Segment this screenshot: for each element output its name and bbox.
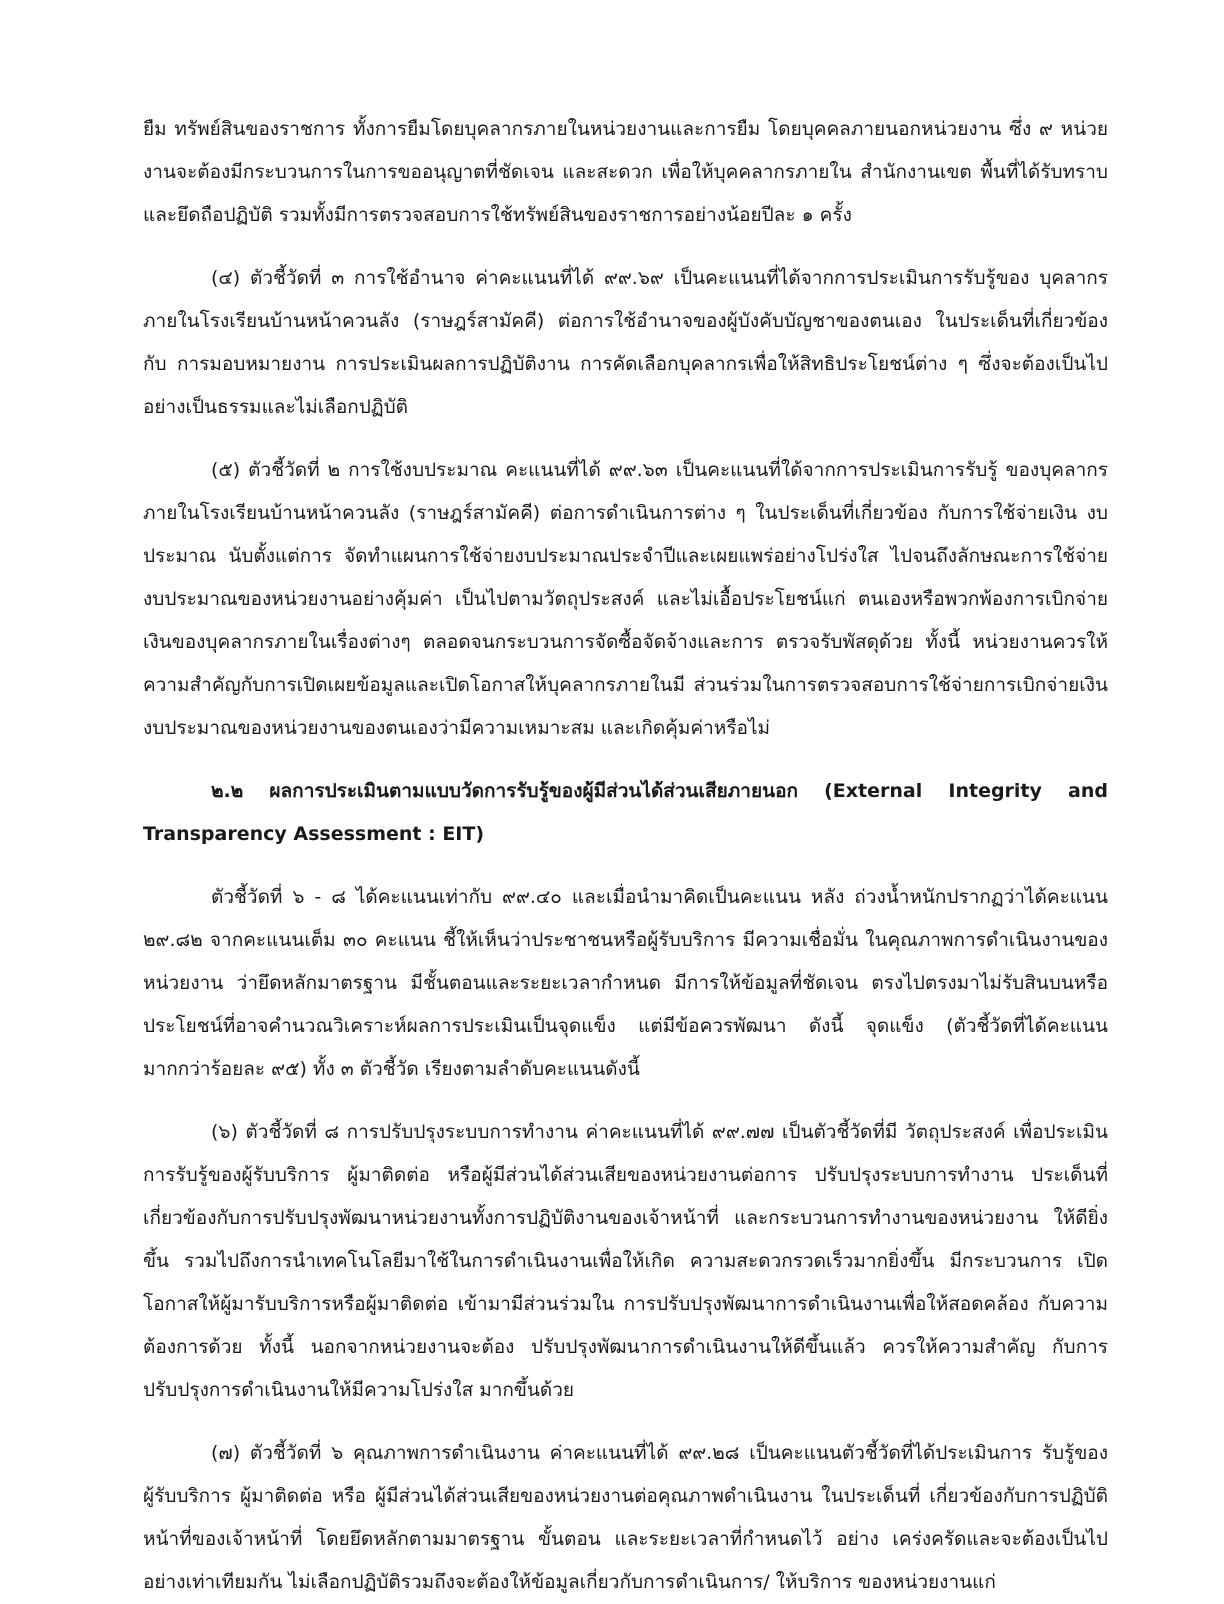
section-heading-2-2: ๒.๒ ผลการประเมินตามแบบวัดการรับรู้ของผู้มีส่วนได้ส่วนเสียภายนอก (External Integrity and Transparency Assessment : EIT): [143, 780, 1108, 845]
paragraph-indicator-8: (๖) ตัวชี้วัดที่ ๘ การปรับปรุงระบบการทำงาน ค่าคะแนนที่ได้ ๙๙.๗๗ เป็นตัวชี้วัดที่มี วัตถุประสงค์ เพื่อประเมินการรับรู้ของผู้รับบริการ ผู้มาติดต่อ หรือผู้มีส่วนได้ส่วนเสียของหน่วยงานต่อการ ปรับปรุงระบบการทำงาน ประเด็นที่เกี่ยวข้องกับการปรับปรุงพัฒนาหน่วยงานทั้งการปฏิบัติงานของเจ้าหน้าที่ และกระบวนการทำงานของหน่วยงาน ให้ดียิ่งขึ้น รวมไปถึงการนำเทคโนโลยีมาใช้ในการดำเนินงานเพื่อให้เกิด ความสะดวกรวดเร็วมากยิ่งขึ้น มีกระบวนการ เปิดโอกาสให้ผู้มารับบริการหรือผู้มาติดต่อ เข้ามามีส่วนร่วมใน การปรับปรุงพัฒนาการดำเนินงานเพื่อให้สอดคล้อง กับความต้องการด้วย ทั้งนี้ นอกจากหน่วยงานจะต้อง ปรับปรุงพัฒนาการดำเนินงานให้ดีขึ้นแล้ว ควรให้ความสำคัญ กับการปรับปรุงการดำเนินงานให้มีความโปร่งใส มากขึ้นด้วย: [143, 1121, 1108, 1401]
paragraph-indicator-2: (๕) ตัวชี้วัดที่ ๒ การใช้งบประมาณ คะแนนที่ได้ ๙๙.๖๓ เป็นคะแนนที่ใด้จากการประเมินการรับรู้ ของบุคลากรภายในโรงเรียนบ้านหน้าควนลัง (ราษฎร์สามัคคี) ต่อการดำเนินการต่าง ๆ ในประเด็นที่เกี่ยวข้อง กับการใช้จ่ายเงิน งบประมาณ นับตั้งแต่การ จัดทำแผนการใช้จ่ายงบประมาณประจำปีและเผยแพร่อย่างโปร่งใส ไปจนถึงลักษณะการใช้จ่ายงบประมาณของหน่วยงานอย่างคุ้มค่า เป็นไปตามวัตถุประสงค์ และไม่เอื้อประโยชน์แก่ ตนเองหรือพวกพ้องการเบิกจ่ายเงินของบุคลากรภายในเรื่องต่างๆ ตลอดจนกระบวนการจัดซื้อจัดจ้างและการ ตรวจรับพัสดุด้วย ทั้งนี้ หน่วยงานควรให้ความสำคัญกับการเปิดเผยข้อมูลและเปิดโอกาสให้บุคลากรภายในมี ส่วนร่วมในการตรวจสอบการใช้จ่ายการเบิกจ่ายเงินงบประมาณของหน่วยงานของตนเองว่ามีความเหมาะสม และเกิดคุ้มค่าหรือไม่: [143, 459, 1108, 739]
document-body: [143, 108, 1108, 1604]
paragraph-continuation: ยืม ทรัพย์สินของราชการ ทั้งการยืมโดยบุคลากรภายในหน่วยงานและการยืม โดยบุคคลภายนอกหน่วยงาน ซึ่ง ๙ หน่วยงานจะต้องมีกระบวนการในการขออนุญาตที่ชัดเจน และสะดวก เพื่อให้บุคคลากรภายใน สำนักงานเขต พื้นที่ได้รับทราบและยึดถือปฏิบัติ รวมทั้งมีการตรวจสอบการใช้ทรัพย์สินของราชการอย่างน้อยปีละ ๑ ครั้ง: [143, 118, 1108, 226]
paragraph-indicator-3: (๔) ตัวชี้วัดที่ ๓ การใช้อำนาจ ค่าคะแนนที่ได้ ๙๙.๖๙ เป็นคะแนนที่ได้จากการประเมินการรับรู้ของ บุคลากรภายในโรงเรียนบ้านหน้าควนลัง (ราษฎร์สามัคคี) ต่อการใช้อำนาจของผู้บังคับบัญชาของตนเอง ในประเด็นที่เกี่ยวข้องกับ การมอบหมายงาน การประเมินผลการปฏิบัติงาน การคัดเลือกบุคลากรเพื่อให้สิทธิประโยชน์ต่าง ๆ ซึ่งจะต้องเป็นไปอย่างเป็นธรรมและไม่เลือกปฏิบัติ: [143, 267, 1108, 418]
paragraph-indicator-6: (๗) ตัวชี้วัดที่ ๖ คุณภาพการดำเนินงาน ค่าคะแนนที่ได้ ๙๙.๒๘ เป็นคะแนนตัวชี้วัดที่ได้ประเมินการ รับรู้ของผู้รับบริการ ผู้มาติดต่อ หรือ ผู้มีส่วนได้ส่วนเสียของหน่วยงานต่อคุณภาพดำเนินงาน ในประเด็นที่ เกี่ยวข้องกับการปฏิบัติหน้าที่ของเจ้าหน้าที่ โดยยึดหลักตามมาตรฐาน ขั้นตอน และระยะเวลาที่กำหนดไว้ อย่าง เคร่งครัดและจะต้องเป็นไปอย่างเท่าเทียมกัน ไม่เลือกปฏิบัติรวมถึงจะต้องให้ข้อมูลเกี่ยวกับการดำเนินการ/ ให้บริการ ของหน่วยงานแก่: [143, 1442, 1108, 1593]
paragraph-eit-summary: ตัวชี้วัดที่ ๖ - ๘ ได้คะแนนเท่ากับ ๙๙.๔๐ และเมื่อนำมาคิดเป็นคะแนน หลัง ถ่วงน้ำหนักปรากฏว่าได้คะแนน ๒๙.๘๒ จากคะแนนเต็ม ๓๐ คะแนน ชี้ให้เห็นว่าประชาชนหรือผู้รับบริการ มีความเชื่อมั่น ในคุณภาพการดำเนินงานของหน่วยงาน ว่ายึดหลักมาตรฐาน มีชั้นตอนและระยะเวลากำหนด มีการให้ข้อมูลที่ชัดเจน ตรงไปตรงมาไม่รับสินบนหรือประโยชน์ที่อาจคำนวณวิเคราะห์ผลการประเมินเป็นจุดแข็ง แต่มีข้อควรพัฒนา ดังนี้ จุดแข็ง (ตัวชี้วัดที่ได้คะแนนมากกว่าร้อยละ ๙๕) ทั้ง ๓ ตัวชี้วัด เรียงตามลำดับคะแนนดังนี้: [143, 886, 1108, 1080]
